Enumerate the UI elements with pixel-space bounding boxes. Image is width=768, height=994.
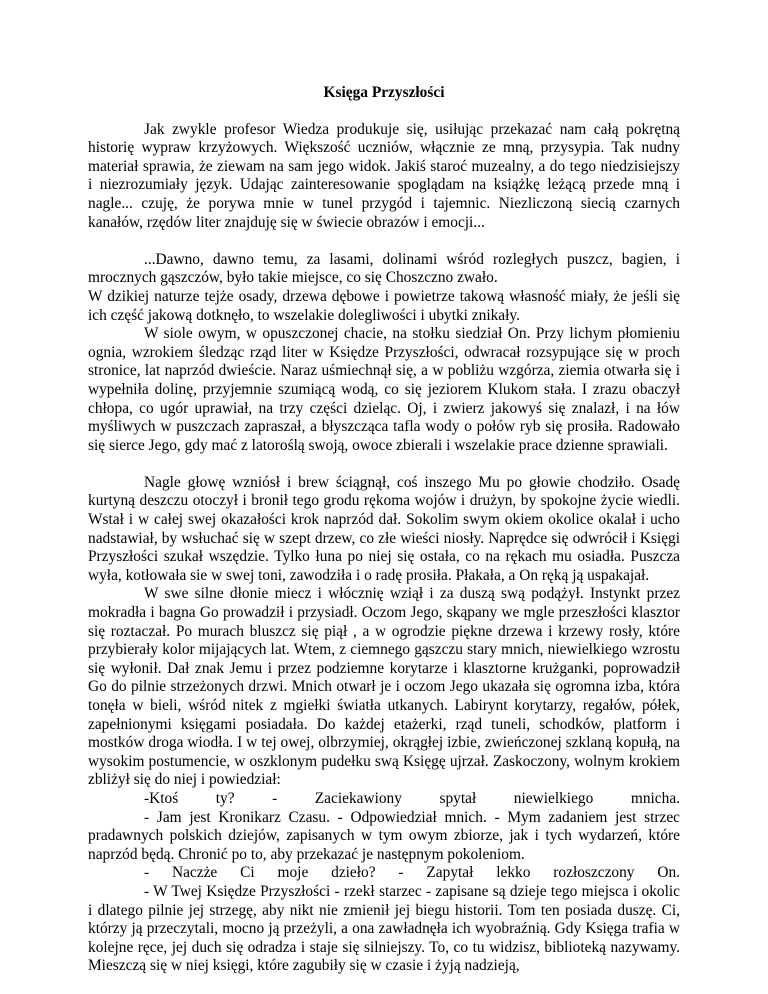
- paragraph-monastery: W swe silne dłonie miecz i włócznię wziął i za duszą swą podążył. Instynkt przez mokradła i bagna Go prowadził i przysiadł. Oczom Jego, skąpany we mgle przeszłości klasztor się roztaczał. Po murach bluszcz się piął , a w ogrodzie piękne drzewa i krzewy rosły, które przybierały kolor mijających lat. Wtem, z ciemnego gąszczu stary mnich, niewielkiego wzrostu się wyłonił. Dał znak Jemu i przez podziemne korytarze i klasztorne krużganki, poprowadził Go do pilnie strzeżonych drzwi. Mnich otwarł je i oczom Jego ukazała się ogromna izba, która tonęła w bieli, wśród nitek z mgiełki światła utkanych. Labirynt korytarzy, regałów, półek, zapełnionymi księgami posiadała. Do każdej etażerki, rząd tuneli, schodków, platform i mostków droga wiodła. I w tej owej, olbrzymiej, okrągłej izbie, zwieńczonej szklaną kopułą, na wysokim postumencie, w oszklonym pudełku swą Księgę ujrzał. Zaskoczony, wolnym krokiem zbliżył się do niej i powiedział:: [88, 585, 680, 789]
- dialogue-line-4: - W Twej Księdze Przyszłości - rzekł starzec - zapisane są dzieje tego miejsca i okolic i dlatego pilnie jej strzegę, aby nikt nie zmienił jej biegu historii. Tom ten posiada duszę. Ci, którzy ją przeczytali, mocno ją przeżyli, a ona zawładnęła ich wyobraźnią. Gdy Księga trafia w kolejne ręce, jej duch się odradza i staje się silniejszy. To, co tu widzisz, biblioteką nazywamy. Mieszczą się w niej księgi, które zagubiły się w czasie i żyją nadzieją,: [88, 882, 680, 975]
- paragraph-intro: Jak zwykle profesor Wiedza produkuje się, usiłując przekazać nam całą pokrętną historię wypraw krzyżowych. Większość uczniów, włącznie ze mną, przysypia. Tak nudny materiał sprawia, że ziewam na sam jego widok. Jakiś staroć muzealny, a do tego niedzisiejszy i niezrozumiały język. Udając zainteresowanie spoglądam na książkę leżącą przede mną i nagle... czuję, że porywa mnie w tunel przygód i tajemnic. Niezliczoną siecią czarnych kanałów, rzędów liter znajduję się w świecie obrazów i emocji...: [88, 120, 680, 231]
- document-page: [88, 84, 680, 976]
- paragraph-village: W siole owym, w opuszczonej chacie, na stołku siedział On. Przy lichym płomieniu ognia, wzrokiem śledząc rząd liter w Księdze Przyszłości, odwracał rozsypujące się w proch stronice, lat naprzód dwieście. Naraz uśmiechnął się, a w pobliżu wzgórza, ziemia otwarła się i wypełniła dolinę, przyjemnie szumiącą wodą, co się jeziorem Klukom stała. I zrazu obaczył chłopa, co ugór uprawiał, na trzy części dzieląc. Oj, i zwierz jakowyś się znalazł, i na łów myśliwych w puszczach zapraszał, a błyszcząca tafla wody o połów ryb się prosiła. Radowało się sierce Jego, gdy mać z latoroślą swoją, owoce zbierali i wszelakie prace dzienne sprawiali.: [88, 325, 680, 454]
- paragraph-nature: W dzikiej naturze tejże osady, drzewa dębowe i powietrze takową własność miały, że jeśli się ich część jakową dotknęło, to wszelakie dolegliwości i ubytki znikały.: [88, 287, 680, 324]
- page-title: Księga Przyszłości: [323, 84, 445, 101]
- dialogue-line-2: - Jam jest Kronikarz Czasu. - Odpowiedział mnich. - Mym zadaniem jest strzec pradawnych polskich dziejów, zapisanych w tym owym zbiorze, jak i tych wydarzeń, które naprzód będą. Chronić po to, aby przekazać je następnym pokoleniom.: [88, 808, 680, 863]
- dialogue-line-3: - Naczże Ci moje dzieło? - Zapytał lekko rozłoszczony On.: [144, 864, 680, 882]
- paragraph-storm: Nagle głowę wzniósł i brew ściągnął, coś inszego Mu po głowie chodziło. Osadę kurtyną deszczu otoczył i bronił tego grodu rękoma wojów i drużyn, by spokojne życie wiedli. Wstał i w całej swej okazałości krok naprzód dał. Sokolim swym okiem okolice okalał i ucho nadstawiał, by wsłuchać się w szept drzew, co złe wieści niosły. Naprędce się odwrócił i Księgi Przyszłości szukał wszędzie. Tylko łuna po niej się ostała, co na rękach mu osiadła. Puszcza wyła, kotłowała sie w swej toni, zawodziła i o radę prosiła. Płakała, a On ręką ją uspakajał.: [88, 473, 680, 584]
- dialogue-line-1: -Ktoś ty? - Zaciekawiony spytał niewielkiego mnicha.: [144, 789, 680, 807]
- paragraph-legend-start: ...Dawno, dawno temu, za lasami, dolinami wśród rozległych puszcz, bagien, i mrocznych gąszczów, było takie miejsce, co się Choszczno zwało.: [88, 250, 680, 287]
